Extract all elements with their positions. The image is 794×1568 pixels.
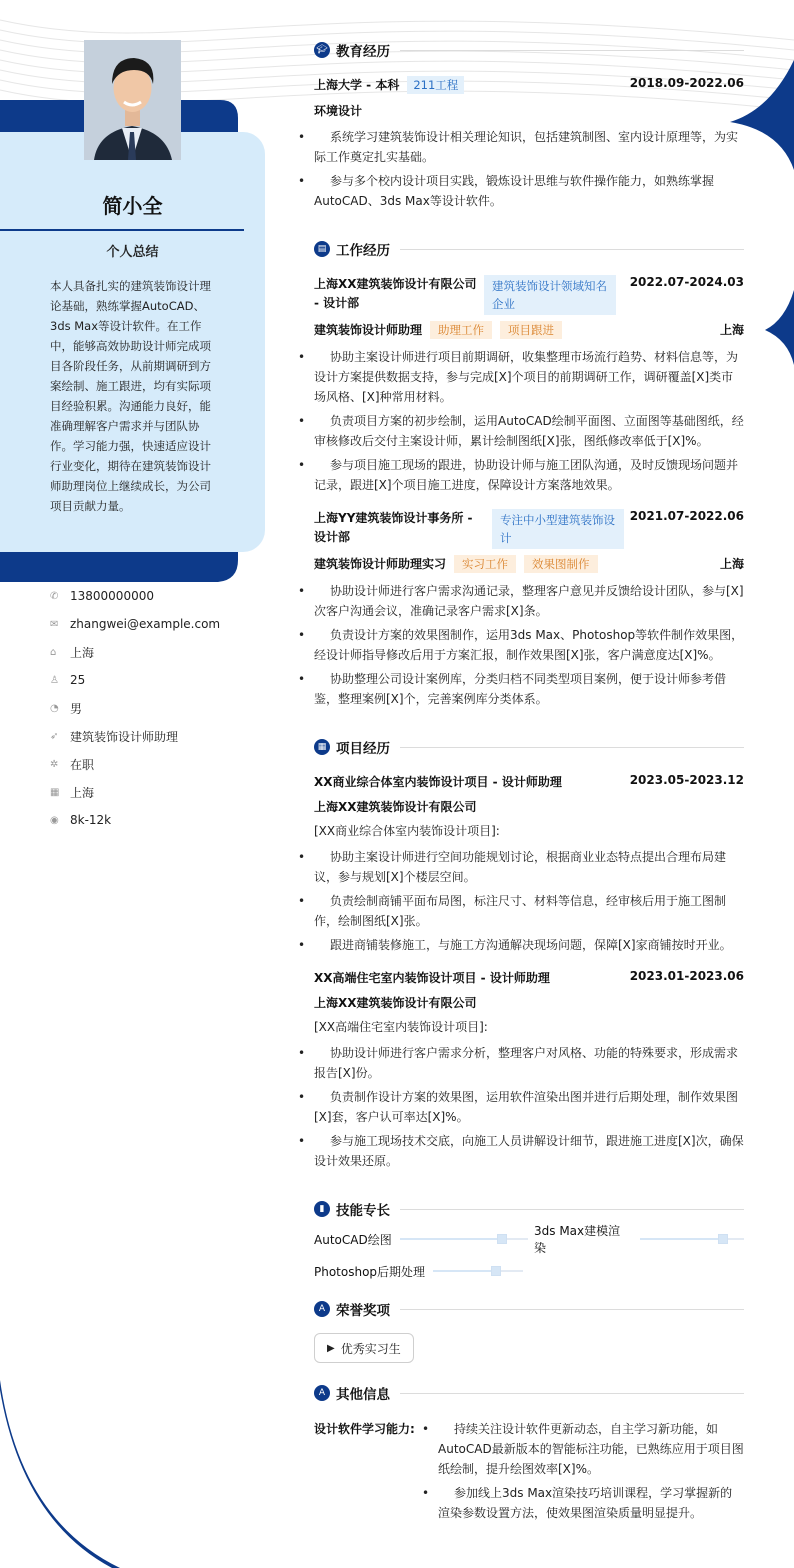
project-bullets (314, 847, 744, 955)
job-icon: ➶ (50, 730, 59, 742)
briefcase-icon: ▤ (314, 241, 330, 257)
work-bullets (314, 581, 744, 709)
skills-row (314, 1224, 744, 1255)
section-title: 项目经历 (336, 741, 390, 757)
list-item: • 协助整理公司设计案例库，分类归档不同类型项目案例，便于设计师参考借鉴，整理案例[X]个，完善案例库分类体系。 (314, 669, 744, 709)
work-role: 建筑装饰设计师助理实习 (314, 557, 447, 571)
project-name: XX高端住宅室内装饰设计项目 - 设计师助理 (314, 971, 550, 985)
list-item: • 负责绘制商铺平面布局图，标注尺寸、材料等信息，经审核后用于施工图制作，绘制图纸[X]张。 (314, 891, 744, 931)
list-item: • 系统学习建筑装饰设计相关理论知识，包括建筑制图、室内设计原理等，为实际工作奠定扎实基础。 (314, 127, 744, 167)
contact-value: 8k-12k (70, 813, 112, 827)
contact-home (50, 638, 290, 666)
list-item: • 协助主案设计师进行空间功能规划讨论，根据商业业态特点提出合理布局建议，参与规划[X]个楼层空间。 (314, 847, 744, 887)
section-title: 工作经历 (336, 243, 390, 259)
skill-knob (718, 1234, 728, 1244)
contact-gender (50, 694, 290, 722)
section-title: 其他信息 (336, 1387, 390, 1403)
award-label: 优秀实习生 (340, 1341, 401, 1356)
list-item: • 负责项目方案的初步绘制，运用AutoCAD绘制平面图、立面图等基础图纸，经审核修改后交付主案设计师，累计绘制图纸[X]张，图纸修改率低于[X]%。 (314, 411, 744, 451)
work-item (314, 275, 744, 495)
section-divider (400, 747, 744, 748)
skills-header (314, 1197, 744, 1221)
work-tag: 助理工作 (430, 321, 492, 339)
work-city: 上海 (719, 557, 744, 571)
education-major: 环境设计 (314, 104, 363, 118)
education-row (314, 76, 744, 94)
city-icon: ▦ (50, 786, 60, 798)
work-item (314, 509, 744, 709)
work-city: 上海 (719, 323, 744, 337)
contact-value: 13800000000 (70, 589, 154, 603)
section-divider (400, 249, 744, 250)
work-company-row (314, 509, 744, 549)
contact-value: 25 (70, 673, 86, 687)
project-row (314, 969, 744, 986)
project-item (314, 969, 744, 1171)
work-role-row (314, 555, 744, 573)
project-date: 2023.01-2023.06 (629, 969, 744, 983)
contact-status (50, 750, 290, 778)
skill-knob (491, 1266, 501, 1276)
grid-icon: ▦ (314, 739, 330, 755)
award-icon: A (314, 1301, 330, 1317)
home-icon: ⌂ (50, 646, 57, 658)
project-company: 上海XX建筑装饰设计有限公司 (314, 996, 477, 1010)
work-company-tag: 建筑装饰设计领域知名企业 (484, 275, 616, 315)
section-divider (400, 1309, 744, 1310)
right-column (314, 38, 744, 1527)
list-item: • 参与多个校内设计项目实践，锻炼设计思维与软件操作能力，如熟练掌握AutoCAD、3ds Max等设计软件。 (314, 171, 744, 211)
list-item: • 负责制作设计方案的效果图，运用软件渲染出图并进行后期处理，制作效果图[X]套，客户认可率达[X]%。 (314, 1087, 744, 1127)
other-row (314, 1419, 744, 1527)
section-divider (400, 50, 744, 51)
education-date: 2018.09-2022.06 (629, 76, 744, 90)
salary-icon: ◉ (50, 814, 59, 826)
skill-name: 3ds Max建模渲染 (534, 1224, 621, 1255)
project-item (314, 773, 744, 955)
contact-age (50, 666, 290, 694)
school-tag: 211工程 (407, 76, 464, 94)
work-company-row (314, 275, 744, 315)
project-name: XX商业综合体室内装饰设计项目 - 设计师助理 (314, 775, 562, 789)
work-role-row (314, 321, 744, 339)
info-icon: A (314, 1385, 330, 1401)
summary-text: 本人具备扎实的建筑装饰设计理论基础，熟练掌握AutoCAD、3ds Max等设计软件。在工作中，能够高效协助设计师完成项目各阶段任务，从前期调研到方案绘制、施工跟进，均有实际项目经验积累。沟通能力良好，能准确理解客户需求并与团队协作。学习能力强，快速适应设计行业变化，期待在建筑装饰设计师助理岗位上继续成长，为公司项目贡献力量。 (50, 279, 211, 513)
project-intro: [XX商业综合体室内装饰设计项目]: (314, 824, 500, 838)
profile-photo (84, 40, 181, 160)
project-intro: [XX高端住宅室内装饰设计项目]: (314, 1020, 488, 1034)
portrait-icon (84, 40, 181, 160)
list-item: • 跟进商铺装修施工，与施工方沟通解决现场问题，保障[X]家商铺按时开业。 (314, 935, 744, 955)
section-title: 教育经历 (336, 44, 390, 60)
work-company-tag: 专注中小型建筑装饰设计 (492, 509, 624, 549)
skill-bar (400, 1238, 528, 1240)
awards-header (314, 1297, 744, 1321)
list-item: • 参与项目施工现场的跟进，协助设计师与施工团队沟通，及时反馈现场问题并记录，跟进[X]个项目施工进度，保障设计方案落地效果。 (314, 455, 744, 495)
education-bullets (314, 127, 744, 211)
contact-value: 男 (70, 701, 83, 716)
other-bullets (422, 1419, 744, 1527)
project-bullets (314, 1043, 744, 1171)
contact-value: zhangwei@example.com (70, 617, 221, 631)
section-title: 技能专长 (336, 1203, 390, 1219)
education-header (314, 38, 744, 62)
work-tag: 实习工作 (454, 555, 516, 573)
school-name: 上海大学 - 本科 (314, 78, 400, 92)
skill-fill (433, 1270, 496, 1272)
work-tag: 效果图制作 (524, 555, 598, 573)
other-header (314, 1381, 744, 1405)
graduation-cap-icon: 🎓︎ (314, 42, 330, 58)
section-divider (400, 1393, 744, 1394)
skill-name: Photoshop后期处理 (314, 1264, 426, 1279)
name-underline (0, 229, 244, 231)
skill-fill (640, 1238, 723, 1240)
contact-value: 在职 (70, 757, 95, 772)
section-divider (400, 1209, 744, 1210)
work-company: 上海XX建筑装饰设计有限公司 - 设计部 (314, 277, 477, 310)
work-date: 2022.07-2024.03 (629, 275, 744, 289)
list-item: • 持续关注设计软件更新动态，自主学习新功能，如AutoCAD最新版本的智能标注功能，已熟练应用于项目图纸绘制，提升绘图效率[X]%。 (438, 1419, 744, 1479)
status-icon: ✲ (50, 758, 59, 770)
contact-job (50, 722, 290, 750)
profile-name: 简小全 (102, 194, 163, 218)
age-icon: ♙ (50, 674, 59, 686)
contact-email (50, 610, 290, 638)
summary-title: 个人总结 (106, 245, 159, 260)
play-icon: ▶ (327, 1342, 335, 1354)
work-company: 上海YY建筑装饰设计事务所 - 设计部 (314, 511, 473, 544)
contact-phone (50, 582, 290, 610)
contact-list (50, 582, 290, 834)
work-role: 建筑装饰设计师助理 (314, 323, 423, 337)
project-row (314, 773, 744, 790)
skill-item (314, 1229, 534, 1249)
other-label: 设计软件学习能力: (314, 1422, 415, 1436)
left-column (0, 0, 300, 1568)
contact-value: 上海 (70, 645, 95, 660)
email-icon: ✉ (50, 618, 59, 630)
list-item: • 参加线上3ds Max渲染技巧培训课程，学习掌握新的渲染参数设置方法，使效果图渲染质量明显提升。 (438, 1483, 744, 1523)
section-title: 荣誉奖项 (336, 1303, 390, 1319)
skill-item (534, 1224, 744, 1255)
list-item: • 协助设计师进行客户需求分析，整理客户对风格、功能的特殊要求，形成需求报告[X]份。 (314, 1043, 744, 1083)
bar-chart-icon: ▮ (314, 1201, 330, 1217)
work-date: 2021.07-2022.06 (629, 509, 744, 523)
skill-item (314, 1261, 534, 1281)
work-bullets (314, 347, 744, 495)
projects-header (314, 735, 744, 759)
skill-knob (497, 1234, 507, 1244)
work-tag: 项目跟进 (500, 321, 562, 339)
phone-icon: ✆ (50, 590, 59, 602)
project-date: 2023.05-2023.12 (629, 773, 744, 787)
work-header (314, 237, 744, 261)
gender-icon: ◔ (50, 702, 59, 714)
contact-salary (50, 806, 290, 834)
skill-bar (640, 1238, 744, 1240)
contact-value: 建筑装饰设计师助理 (70, 729, 179, 744)
award-badge[interactable] (314, 1333, 414, 1363)
contact-city (50, 778, 290, 806)
skill-name: AutoCAD绘图 (314, 1232, 392, 1247)
skill-fill (400, 1238, 502, 1240)
skill-bar (433, 1270, 523, 1272)
list-item: • 协助主案设计师进行项目前期调研，收集整理市场流行趋势、材料信息等，为设计方案提供数据支持，参与完成[X]个项目的前期调研工作，调研覆盖[X]类市场风格、[X]种常用材料。 (314, 347, 744, 407)
project-company: 上海XX建筑装饰设计有限公司 (314, 800, 477, 814)
contact-value: 上海 (70, 785, 95, 800)
list-item: • 负责设计方案的效果图制作，运用3ds Max、Photoshop等软件制作效果图，经设计师指导修改后用于方案汇报，制作效果图[X]张，客户满意度达[X]%。 (314, 625, 744, 665)
list-item: • 参与施工现场技术交底，向施工人员讲解设计细节，跟进施工进度[X]次，确保设计效果还原。 (314, 1131, 744, 1171)
list-item: • 协助设计师进行客户需求沟通记录，整理客户意见并反馈给设计团队，参与[X]次客户沟通会议，准确记录客户需求[X]条。 (314, 581, 744, 621)
